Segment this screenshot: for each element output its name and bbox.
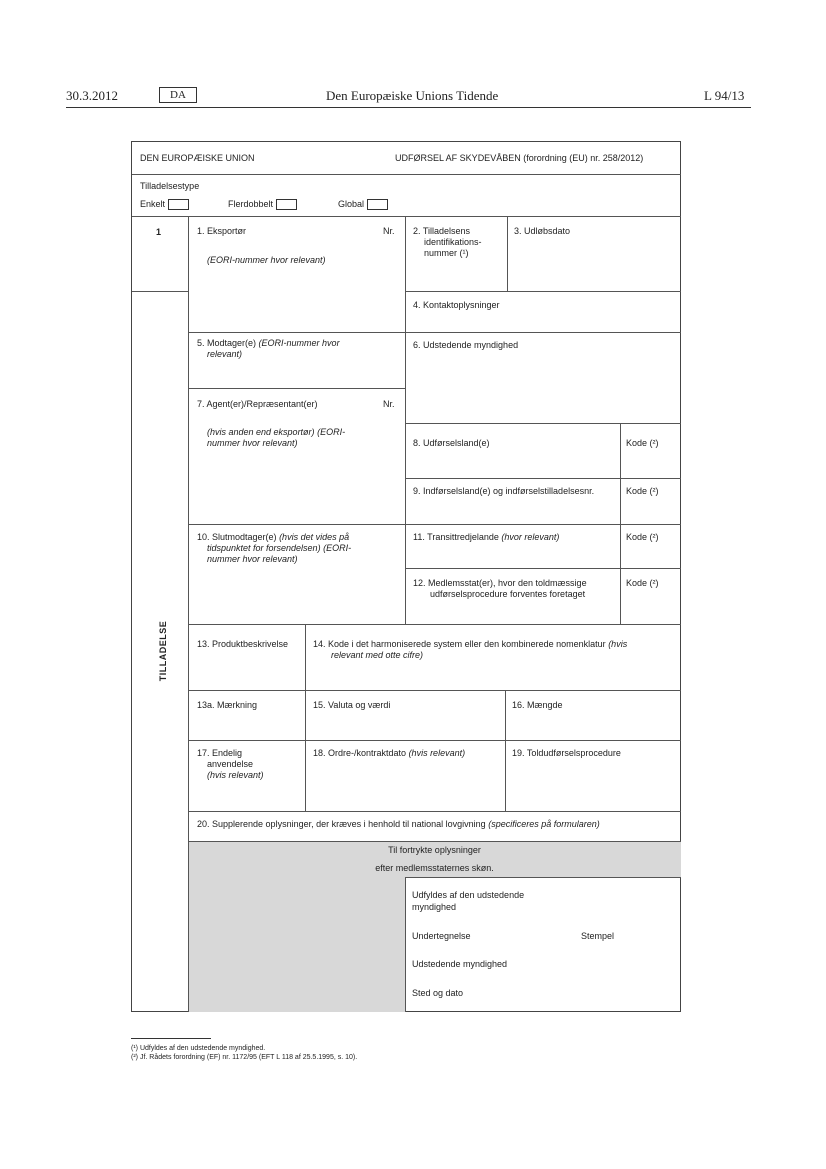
option-global-label: Global	[338, 199, 365, 209]
field-7-label: 7. Agent(er)/Repræsentant(er)	[197, 399, 318, 409]
footnote-2: (²) Jf. Rådets forordning (EF) nr. 1172/95 (EFT L 118 af 25.5.1995, s. 10).	[131, 1054, 358, 1061]
field-2-line3: nummer (¹)	[424, 248, 469, 258]
field-12-line1: 12. Medlemsstat(er), hvor den toldmæssige	[413, 578, 587, 588]
permit-type-label: Tilladelsestype	[140, 181, 200, 191]
option-multiple[interactable]	[228, 199, 297, 210]
field-10-line-2	[207, 543, 351, 554]
form-title: UDFØRSEL AF SKYDEVÅBEN (forordning (EU) nr. 258/2012)	[395, 153, 644, 163]
field-17-note: (hvis relevant)	[207, 770, 264, 780]
option-single[interactable]	[140, 199, 189, 210]
field-5-eori-2: relevant)	[207, 349, 243, 359]
field-9-kode: Kode (²)	[626, 486, 659, 496]
option-single-label: Enkelt	[140, 199, 166, 209]
field-1-nr: Nr.	[383, 226, 395, 236]
field-7-note-2: nummer hvor relevant)	[207, 438, 298, 448]
preprint-line1: Til fortrykte oplysninger	[388, 845, 481, 855]
field-14-note-2: relevant med otte cifre)	[331, 650, 424, 660]
field-2-line1: 2. Tilladelsens	[413, 226, 471, 236]
issuer-line1: Udfyldes af den udstedende	[412, 890, 525, 900]
field-13-label: 13. Produktbeskrivelse	[197, 639, 289, 649]
field-11-text: 11. Transittredjelande	[413, 532, 499, 542]
publication-date: 30.3.2012	[66, 88, 118, 103]
field-7-nr: Nr.	[383, 399, 395, 409]
field-10-line-1	[197, 532, 349, 543]
field-2-line2: identifikations-	[424, 237, 482, 247]
field-5-label	[197, 338, 340, 349]
field-4-label: 4. Kontaktoplysninger	[413, 300, 500, 310]
field-11-label	[413, 532, 559, 543]
field-7-note-1	[207, 427, 345, 438]
field-10-note-2a: tidspunktet for forsendelsen)	[207, 543, 321, 553]
checkbox-global[interactable]	[367, 199, 388, 210]
field-18-label	[313, 748, 465, 759]
field-14-note-1: (hvis	[608, 639, 628, 649]
option-multiple-label: Flerdobbelt	[228, 199, 274, 209]
field-19-label: 19. Toldudførselsprocedure	[512, 748, 621, 758]
field-12-line2: udførselsprocedure forventes foretaget	[430, 589, 586, 599]
field-18-note: (hvis relevant)	[408, 748, 466, 758]
union-label: DEN EUROPÆISKE UNION	[140, 153, 255, 163]
export-permit-form	[131, 141, 681, 1012]
field-20-note: (specificeres på formularen)	[488, 819, 600, 829]
field-20-text: 20. Supplerende oplysninger, der kræves i henhold til national lovgivning	[197, 819, 486, 829]
field-15-label: 15. Valuta og værdi	[313, 700, 391, 710]
checkbox-single[interactable]	[168, 199, 189, 210]
field-11-kode: Kode (²)	[626, 532, 659, 542]
journal-title: Den Europæiske Unions Tidende	[326, 88, 499, 103]
stamp-label: Stempel	[581, 931, 615, 941]
signature-label: Undertegnelse	[412, 931, 471, 941]
field-10-note-1: (hvis det vides på	[279, 532, 350, 542]
field-5-eori: (EORI-nummer hvor	[258, 338, 340, 348]
field-20-label	[197, 819, 600, 830]
field-12-kode: Kode (²)	[626, 578, 659, 588]
side-label-tilladelse: TILLADELSE	[158, 620, 168, 682]
field-16-label: 16. Mængde	[512, 700, 563, 710]
field-7-note-1a: (hvis anden end eksportør)	[207, 427, 315, 437]
field-13a-label: 13a. Mærkning	[197, 700, 258, 710]
field-17-line2: anvendelse	[207, 759, 254, 769]
field-14-text: 14. Kode i det harmoniserede system eller den kombinerede nomenklatur	[313, 639, 606, 649]
field-6-label: 6. Udstedende myndighed	[413, 340, 519, 350]
field-10-note-3: nummer hvor relevant)	[207, 554, 298, 564]
field-17-line1: 17. Endelig	[197, 748, 243, 758]
field-5-text: 5. Modtager(e)	[197, 338, 257, 348]
row-number: 1	[156, 227, 162, 237]
issuing-authority-label: Udstedende myndighed	[412, 959, 508, 969]
field-8-kode: Kode (²)	[626, 438, 659, 448]
place-date-label: Sted og dato	[412, 988, 464, 998]
field-8-label: 8. Udførselsland(e)	[413, 438, 490, 448]
field-1-label: 1. Eksportør	[197, 226, 247, 236]
field-7-note-1b: (EORI-	[317, 427, 346, 437]
field-9-label: 9. Indførselsland(e) og indførselstilladelsesnr.	[413, 486, 595, 496]
issuer-line2: myndighed	[412, 902, 457, 912]
field-10-note-2b: (EORI-	[323, 543, 352, 553]
field-1-eori: (EORI-nummer hvor relevant)	[207, 255, 326, 265]
preprint-line2: efter medlemsstaternes skøn.	[375, 863, 494, 873]
language-badge: DA	[159, 87, 197, 103]
checkbox-multiple[interactable]	[276, 199, 297, 210]
header-rule	[66, 107, 751, 108]
field-11-note: (hvor relevant)	[501, 532, 560, 542]
footnote-rule	[131, 1038, 211, 1039]
footnote-1: (¹) Udfyldes af den udstedende myndighed.	[131, 1045, 266, 1052]
field-18-text: 18. Ordre-/kontraktdato	[313, 748, 407, 758]
field-10-text: 10. Slutmodtager(e)	[197, 532, 277, 542]
option-global[interactable]	[338, 199, 388, 210]
page-reference: L 94/13	[704, 88, 745, 103]
field-14-line-1	[313, 639, 627, 650]
field-3-label: 3. Udløbsdato	[514, 226, 571, 236]
